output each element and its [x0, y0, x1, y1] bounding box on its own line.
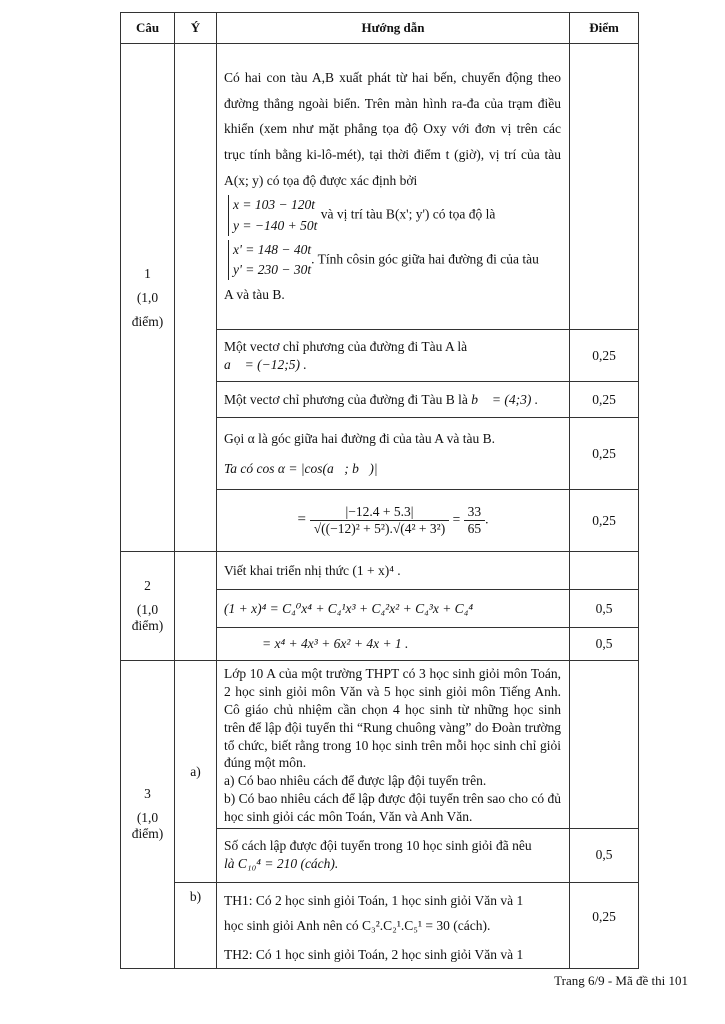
q1-step4-cell: = $\frac{|-12.4 + 5.3|}{\text{√((−12)² + 5²).√(4² + 3²)}}$ = $\frac{33}{65}$ . [217, 490, 570, 552]
q2-step1-points: 0,5 [570, 590, 639, 628]
q3-cau-points: (1,0 [136, 810, 159, 826]
q3-a-solution-line1: Số cách lập được đội tuyển trong 10 học sinh giỏi đã nêu [224, 838, 532, 854]
q1-step3-points: 0,25 [570, 418, 639, 490]
q1-cau-cell [121, 44, 175, 552]
q2-cau-number: 2 [144, 578, 151, 594]
q3-problem-cell [217, 661, 570, 828]
q3-part-a: a) Có bao nhiêu cách để được lập đội tuyển trên. [224, 773, 487, 789]
q2-cau-cell [121, 552, 175, 661]
q1-step4-points: 0,25 [570, 490, 639, 552]
q2-step2-points: 0,5 [570, 628, 639, 661]
q1-system-a-line2: y = −140 + 50t [233, 217, 318, 233]
q1-step2-text: Một vectơ chỉ phương của đường đi Tàu B là [224, 391, 468, 407]
q1-step1-points: 0,25 [570, 330, 639, 382]
q3-problem [217, 661, 569, 827]
q1-problem-points [570, 44, 639, 330]
q1-system-a [228, 195, 317, 236]
q2-step2: = x⁴ + 4x³ + 6x² + 4x + 1 . [262, 636, 409, 652]
q1-problem-row [121, 44, 639, 330]
q1-step4-denominator: √((−12)² + 5²).√(4² + 3²) [313, 521, 446, 537]
q3-y-a: a) [175, 661, 217, 882]
q2-y-cell [175, 552, 217, 661]
q1-step4-numerator: |−12.4 + 5.3| [310, 504, 449, 521]
header-huong-dan: Hướng dẫn [217, 13, 570, 44]
q1-step2-cell [217, 382, 570, 418]
q1-cau-points-unit: điểm) [131, 313, 164, 329]
q2-step1-cell [217, 590, 570, 628]
q3-problem-row [121, 661, 639, 828]
q3-b-row [121, 882, 639, 968]
header-y: Ý [175, 13, 217, 44]
q3-a-points: 0,5 [570, 828, 639, 882]
q1-problem-p2: và vị trí tàu B(x'; y') có tọa độ là [320, 206, 496, 222]
header-cau: Câu [121, 13, 175, 44]
q1-step1-cell [217, 330, 570, 382]
q3-y-b: b) [175, 882, 217, 968]
q3-problem-text: Lớp 10 A của một trường THPT có 3 học sinh giỏi môn Toán, 2 học sinh giỏi môn Văn và 5 học sinh giỏi môn Tiếng Anh. Cô giáo chủ nhiệm cần chọn 4 học sinh từ những học sinh trên để lập đội tuyển thi “Rung chuông vàng” do Đoàn trường tổ chức, biết rằng trong 10 học sinh trên mỗi học sinh chỉ giỏi đúng một môn. [224, 666, 561, 771]
q3-b-solution [217, 883, 569, 968]
page-footer: Trang 6/9 - Mã đề thi 101 [554, 973, 688, 988]
q3-b-cell [217, 882, 570, 968]
q1-step4-fraction [310, 504, 449, 537]
q1-step3-text: Gọi α là góc giữa hai đường đi của tàu A và tàu B. [224, 431, 496, 446]
answer-table [120, 12, 639, 969]
q2-step1: (1 + x)⁴ = C₄⁰x⁴ + C₄¹x³ + C₄²x² + C₄³x + C₄⁴ [224, 600, 474, 616]
q2-step2-cell [217, 628, 570, 661]
q1-problem-p4: A và tàu B. [224, 287, 285, 303]
table-header [121, 13, 639, 44]
q3-b-th1-line1: TH1: Có 2 học sinh giỏi Toán, 1 học sinh giỏi Văn và 1 [224, 892, 524, 908]
q1-step3-cell [217, 418, 570, 490]
q1-step1-math: a⃗ = (−12;5) . [224, 356, 307, 372]
q3-a-solution [217, 831, 569, 879]
q1-step3 [217, 418, 569, 489]
q3-a-solution-cell [217, 828, 570, 882]
q1-y-cell [175, 44, 217, 552]
q1-cau-points: (1,0 [136, 289, 159, 305]
q1-step1-text: Một vectơ chỉ phương của đường đi Tàu A là [224, 338, 468, 354]
q1-step2-math: b⃗ = (4;3) . [471, 391, 539, 407]
q3-b-th1-line2: học sinh giỏi Anh nên có C₃².C₂¹.C₅¹ = 30 (cách). [224, 917, 491, 933]
q3-problem-points [570, 661, 639, 828]
q1-system-b-line1: x' = 148 − 40t [233, 241, 312, 257]
q2-intro-row [121, 552, 639, 590]
q1-step2 [217, 385, 569, 415]
q3-cau-points-unit: điểm) [131, 826, 164, 842]
q1-problem-p3: . Tính côsin góc giữa hai đường đi của tàu [311, 251, 539, 267]
q1-step2-points: 0,25 [570, 382, 639, 418]
q1-problem [217, 59, 569, 314]
q3-part-b: b) Có bao nhiêu cách để lập được đội tuyển trên sao cho có đủ học sinh giỏi các môn Toán, Văn và Anh Văn. [224, 791, 561, 824]
q2-cau-points: (1,0 [136, 602, 159, 618]
q2-intro: Viết khai triển nhị thức (1 + x)⁴ . [224, 562, 401, 578]
q1-system-a-line1: x = 103 − 120t [233, 197, 315, 213]
q1-step4-result-num: 33 [464, 504, 486, 521]
q3-b-th2: TH2: Có 1 học sinh giỏi Toán, 2 học sinh giỏi Văn và 1 [224, 946, 524, 962]
q1-cau-number: 1 [144, 265, 151, 281]
q1-step3-math: Ta có cos α = |cos(a⃗; b⃗)| [224, 460, 378, 476]
q3-cau-number: 3 [144, 786, 151, 802]
q1-step4-result [464, 504, 486, 537]
q2-intro-cell [217, 552, 570, 590]
q3-a-solution-line2: là C₁₀⁴ = 210 (cách). [224, 856, 339, 872]
q1-step1 [217, 332, 569, 380]
q2-intro-points [570, 552, 639, 590]
q1-system-b [228, 240, 311, 281]
q1-step4-result-den: 65 [467, 521, 482, 537]
q1-problem-cell [217, 44, 570, 330]
q1-system-b-line2: y' = 230 − 30t [233, 262, 312, 278]
q2-cau-points-unit: điểm) [131, 618, 164, 634]
header-diem: Điểm [570, 13, 639, 44]
q3-cau-cell [121, 661, 175, 968]
q1-problem-p1: Có hai con tàu A,B xuất phát từ hai bến, chuyển động theo đường thẳng ngoài biển. Trên màn hình ra-đa của trạm điều khiển (xem như mặt phẳng tọa độ Oxy với đơn vị trên các trục tính bằng ki-lô-mét), tại thời điểm t (giờ), vị trí của tàu A(x; y) có tọa độ được xác định bởi [224, 70, 561, 188]
q3-b-th1-points: 0,25 [570, 882, 639, 968]
